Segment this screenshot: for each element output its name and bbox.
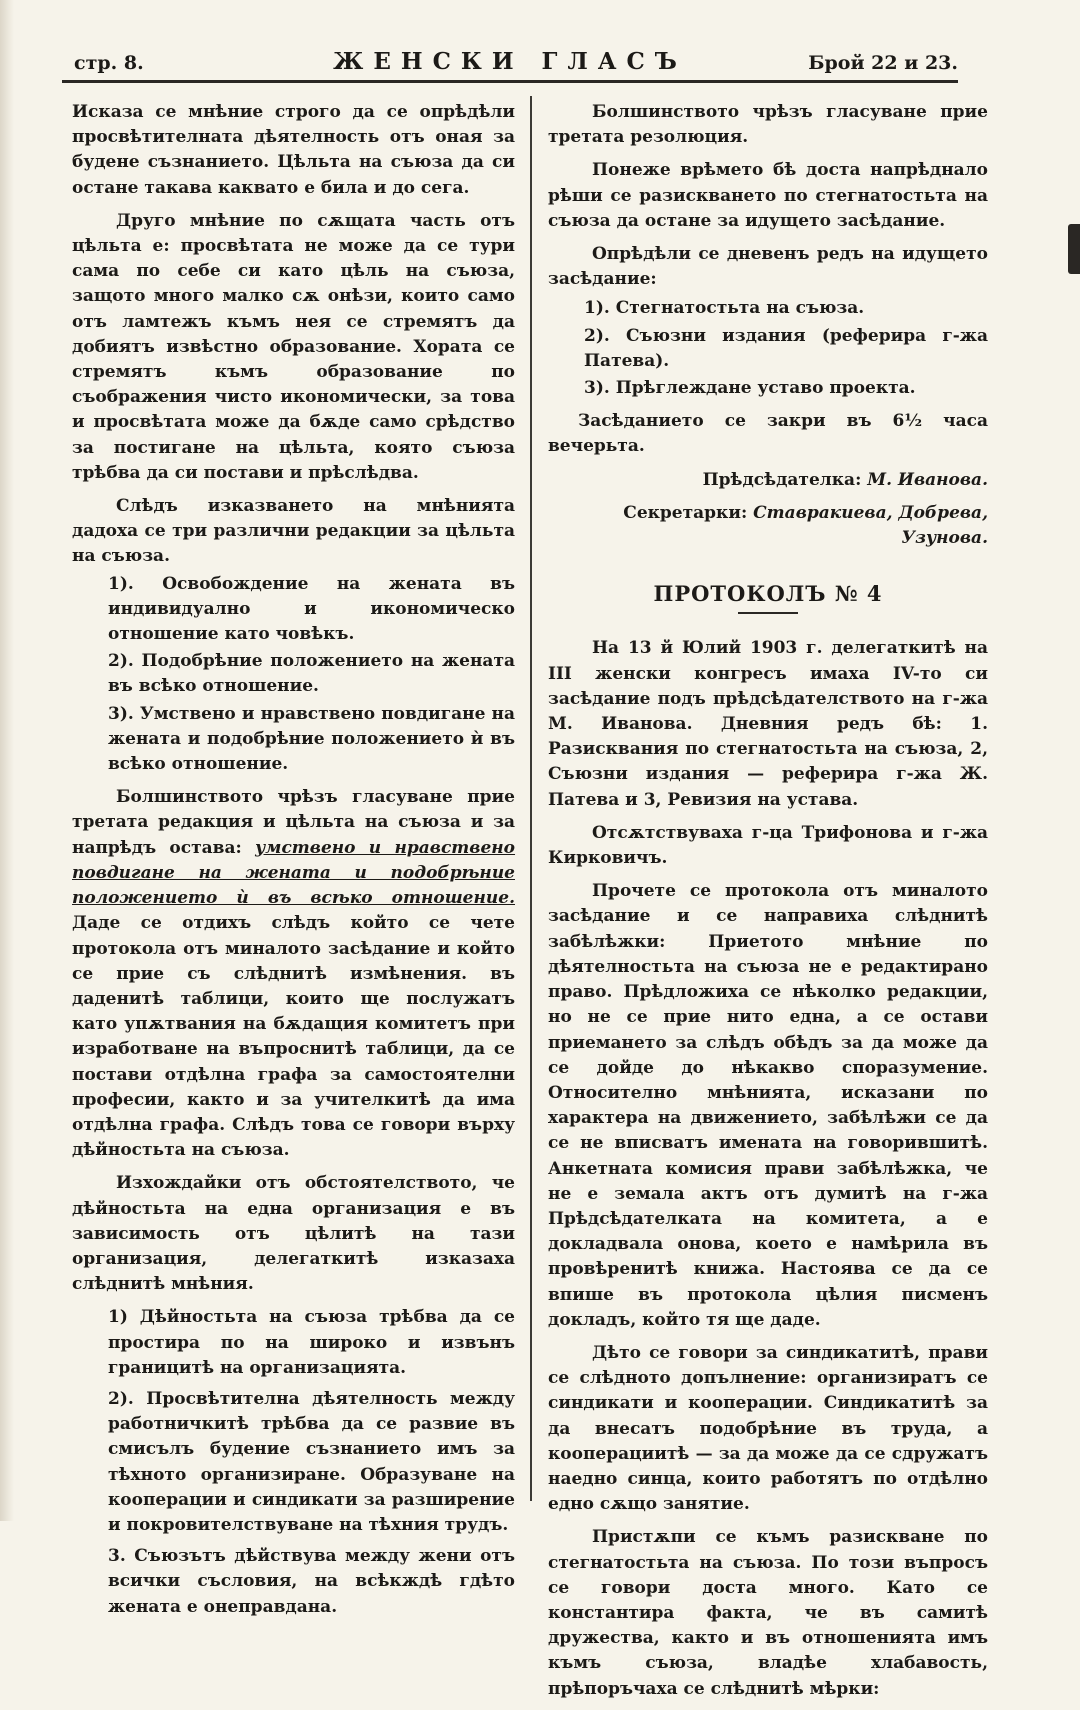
binding-mark: [1068, 224, 1080, 274]
paragraph: Изхождайки отъ обстоятелството, че дѣйностьта на една организация е въ зависимость отъ цѣлитѣ на тази организация, делегаткитѣ изказаха слѣднитѣ мнѣния.: [72, 1173, 515, 1295]
heading-rule: [738, 612, 798, 614]
list-item: 3. Съюзътъ дѣйствува между жени отъ всички съсловия, на всѣкждѣ гдѣто жената е онеправдана.: [108, 1546, 515, 1617]
paragraph: Понеже врѣмето бѣ доста напрѣднало рѣши се разискването по стегнатостьта на съюза да остане за идущето засѣдание.: [548, 160, 988, 231]
text-run: Болшинството чрѣзъ гласуване прие третата редакция и цѣльта на съюза и за напрѣдъ остава:: [72, 787, 515, 858]
emphasized-resolution: умствено и нравствено повдигане на жената и подобрѣние положението ѝ въ всѣко отношение.: [72, 837, 516, 909]
chair-signature: [548, 468, 988, 493]
page-number: стр. 8.: [74, 52, 144, 74]
paragraph: Дѣто се говори за синдикатитѣ, прави се слѣдното допълнение: организиратъ се синдикати и кооперации. Синдикатитѣ за да внесатъ подобрѣние въ труда, а кооперациитѣ — за да може да се сдружатъ наедно синца, които работятъ по отдѣлно едно сѫщо занятие.: [548, 1342, 988, 1515]
text-run: Даде се отдихъ слѣдъ който се чете протокола отъ миналото засѣдание и който се прие съ слѣднитѣ измѣнения. въ даденитѣ таблици, които ще послужатъ като упѫтвания на бѫдащия комитетъ при изработване на въпроснитѣ таблици, да се постави отдѣлна графа за самостоятелни професии, както и за учителкитѣ да има отдѣлна графа. Слѣдъ това се говори върху дѣйностьта на съюза.: [72, 913, 515, 1161]
issue-number: Брой 22 и 23.: [808, 52, 958, 74]
page-edge-shadow: [0, 0, 14, 1521]
paragraph: Опрѣдѣли се дневенъ редъ на идущето засѣдание:: [548, 244, 988, 290]
paragraph: [72, 785, 515, 1163]
secretaries-signature: [548, 501, 988, 551]
page-header: [62, 46, 958, 83]
list-item: 1) Дѣйностьта на съюза трѣбва да се простира по на широко и извънъ границитѣ на организацията.: [108, 1307, 515, 1378]
agenda-item: 1). Стегнатостьта на съюза.: [584, 298, 865, 319]
list-item: 3). Умствено и нравствено повдигане на жената и подобрѣние положението ѝ въ всѣко отношение.: [108, 703, 515, 775]
closing-line: Засѣданието се закри въ 6½ часа вечерьта.: [548, 411, 988, 457]
paragraph: Пристѫпи се къмъ разискване по стегнатостьта на съюза. По този въпросъ се говори доста много. Като се константира факта, че въ самитѣ дружества, както и въ отношенията имъ къмъ съюза, владѣе хлабавость, прѣпоръчаха се слѣднитѣ мѣрки:: [548, 1527, 988, 1699]
newspaper-title: ЖЕНСКИ ГЛАСЪ: [333, 48, 687, 75]
list-item: 2). Просвѣтителна дѣятелность между работничкитѣ трѣбва да се развие въ смисълъ будение съзнанието имъ за тѣхното организиране. Образуване на кооперации и синдикати за разширение и покровителствуване на тѣхния трудъ.: [108, 1388, 515, 1535]
section-heading: ПРОТОКОЛЪ № 4: [653, 581, 883, 607]
secretaries-names: Ставракиева, Добрева, Узунова.: [753, 502, 988, 549]
secretaries-label: Секретарки:: [623, 502, 748, 523]
column-divider: [530, 96, 532, 1501]
paragraph: Прочете се протокола отъ миналото засѣдание и се направиха слѣднитѣ забѣлѣжки: Приетото мнѣние по дѣятелностьта на съюза не е редактирано право. Прѣдложиха се нѣколко редакции, но не се прие нито една, а се остави приемането за слѣдъ обѣдъ за да може да се дойде до нѣкакво споразумение. Относително мнѣнията, исказани по характера на движението, забѣлѣжи се да се не вписватъ имената на говорившитѣ. Анкетната комисия прави забѣлѣжка, че не е земала актъ отъ думитѣ на г-жа Прѣдсѣдателката на комитета, а е докладвала онова, което е намѣрила въ провѣренитѣ книжа. Настоява се да се впише въ протокола цѣлия писменъ докладъ, който тя ще даде.: [548, 881, 988, 1330]
paragraph: Слѣдъ изказването на мнѣнията дадоха се три различни редакции за цѣльта на съюза.: [72, 496, 515, 567]
list-item: 2). Подобрѣние положението на жената въ всѣко отношение.: [108, 651, 515, 697]
paragraph: Болшинството чрѣзъ гласуване прие третата резолюция.: [548, 102, 988, 148]
agenda-item: 2). Съюзни издания (реферира г-жа Патева).: [584, 325, 988, 371]
list-item: 1). Освобождение на жената въ индивидуално и икономическо отношение като човѣкъ.: [108, 573, 515, 645]
left-column: [72, 100, 515, 1622]
paragraph: Исказа се мнѣние строго да се опрѣдѣли просвѣтителната дѣятелность отъ оная за будене съзнанието. Цѣльта на съюза да си остане такава каквато е била и до сега.: [72, 102, 515, 198]
paragraph: На 13 й Юлий 1903 г. делегаткитѣ на III женски конгресъ имаха IV-то си засѣдание подъ прѣдсѣдателството на г-жа М. Иванова. Дневния редъ бѣ: 1. Разисквания по стегнатостьта на съюза, 2, Съюзни издания — реферира г-жа Ж. Патева и 3, Ревизия на устава.: [548, 638, 988, 810]
chair-name: М. Иванова.: [867, 469, 988, 490]
chair-label: Прѣдсѣдателка:: [702, 469, 862, 490]
agenda-item: 3). Прѣглеждане уставо проекта.: [584, 378, 916, 399]
right-column: [548, 100, 988, 1710]
paragraph: Друго мнѣние по сѫщата часть отъ цѣльта е: просвѣтата не може да се тури сама по себе си като цѣль на съюза, защото много малко сѫ онѣзи, които само отъ ламтежъ къмъ нея се стремятъ да добиятъ извѣстно образование. Хората се стремятъ къмъ образование по съображения чисто икономически, за това и просвѣтата може да бѫде само срѣдство за постигане на цѣльта, която съюза трѣбва да си постави и прѣслѣдва.: [72, 210, 515, 483]
paragraph: Отсѫтствуваха г-ца Трифонова и г-жа Кирковичъ.: [548, 822, 988, 869]
